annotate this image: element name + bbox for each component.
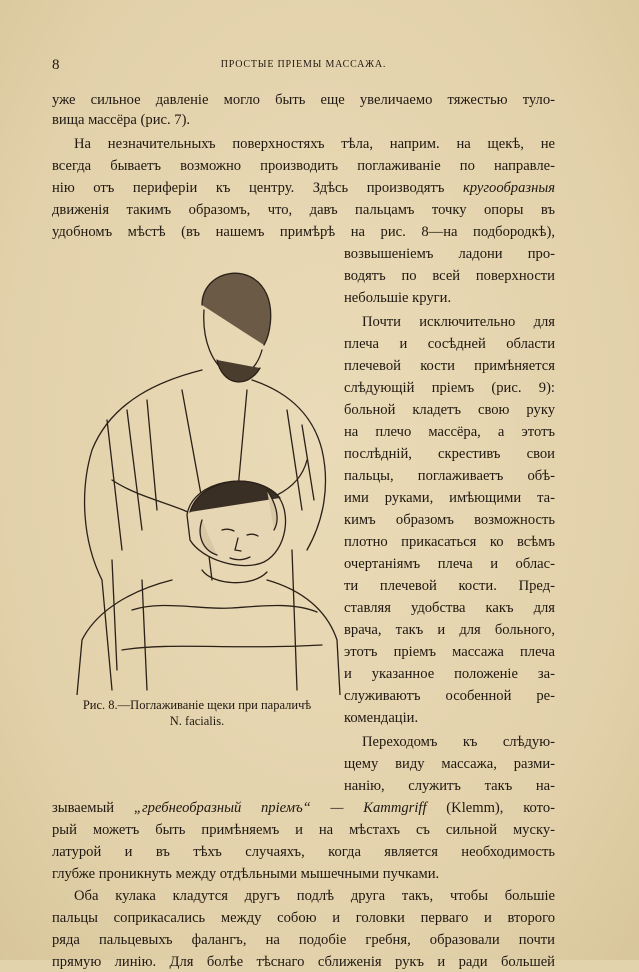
text-line: глубже проникнуть между отдѣльными мышечными пучками. xyxy=(52,866,440,882)
text-line: удобномъ мѣстѣ (въ нашемъ примѣрѣ на рис. 8—на подбородкѣ), xyxy=(52,224,555,240)
text-line: На незначительныхъ поверхностяхъ тѣла, наприм. на щекѣ, не xyxy=(74,136,555,152)
text-line: врача, такъ и для больного, xyxy=(344,622,555,638)
text-line: плечевой кости примѣняется xyxy=(344,358,555,374)
text-segment: зываемый xyxy=(52,800,115,816)
caption-line: Рис. 8.—Поглаживаніе щеки при параличѣ xyxy=(82,698,312,712)
figure-caption xyxy=(52,697,342,729)
text-line: кимъ образомъ возможность xyxy=(344,512,555,528)
caption-line: N. facialis. xyxy=(169,714,225,728)
text-line: небольшіе круги. xyxy=(344,290,452,306)
text-line: плотно прикасаться ко всѣмъ xyxy=(344,534,555,550)
text-line: пальцы соприкасались между собою и головки перваго и второго xyxy=(52,910,555,926)
text-line: вища массёра (рис. 7). xyxy=(52,112,191,128)
engraving-drawing xyxy=(52,250,342,695)
text-line: слѣдующій пріемъ (рис. 9): xyxy=(344,380,555,396)
text-line: пальцы, поглаживаетъ обѣ- xyxy=(344,468,555,484)
text-line: очертаніямъ плеча и облас- xyxy=(344,556,555,572)
text-line xyxy=(52,798,555,818)
text-line: латурой и въ тѣхъ случаяхъ, когда является необходимость xyxy=(52,844,555,860)
massage-illustration xyxy=(52,250,342,695)
text-line: уже сильное давленіе могло быть еще увеличаемо тяжестью туло- xyxy=(52,92,555,108)
text-line: этотъ пріемъ массажа плеча xyxy=(344,644,555,660)
page-header xyxy=(52,57,555,75)
text-line: прямую линію. Для болѣе тѣснаго сближенія рукъ и ради большей xyxy=(52,954,555,970)
text-segment: нію отъ периферіи къ центру. Здѣсь производятъ xyxy=(52,180,445,196)
text-line: ставляя удобства какъ для xyxy=(344,600,555,616)
italic-term: кругообразныя xyxy=(462,180,555,196)
text-line: ти плечевой кости. Пред- xyxy=(344,578,555,594)
text-line: водятъ по всей поверхности xyxy=(344,268,555,284)
text-line: Почти исключительно для xyxy=(362,314,555,330)
text-line: ими руками, имѣющими та- xyxy=(344,490,555,506)
text-line: больной кладетъ свою руку xyxy=(344,402,555,418)
text-line: рый можетъ быть примѣняемъ и на мѣстахъ съ сильной муску- xyxy=(52,822,555,838)
text-line: плеча и сосѣдней области xyxy=(344,336,555,352)
text-line: ряда пальцевыхъ фалангъ, на подобіе гребня, образовали почти xyxy=(52,932,555,948)
text-line: нанію, служитъ такъ на- xyxy=(344,778,555,794)
text-line: служиваютъ особенной ре- xyxy=(344,688,555,704)
text-line: Переходомъ къ слѣдую- xyxy=(362,734,555,750)
text-line: всегда бываетъ возможно производить поглаживаніе по направле- xyxy=(52,158,555,174)
page-number: 8 xyxy=(52,57,60,73)
text-line: и указанное положеніе за- xyxy=(344,666,555,682)
running-title: ПРОСТЫЕ ПРІЕМЫ МАССАЖА. xyxy=(220,59,387,70)
text-line: возвышеніемъ ладони про- xyxy=(344,246,555,262)
text-line xyxy=(52,178,555,198)
text-line: Оба кулака кладутся другъ подлѣ друга такъ, чтобы большіе xyxy=(74,888,555,904)
text-line: комендаціи. xyxy=(344,710,419,726)
text-line: щему виду массажа, разми- xyxy=(344,756,555,772)
text-line: на плечо массёра, а этотъ xyxy=(344,424,555,440)
text-line: послѣдній, скрестивъ свои xyxy=(344,446,555,462)
text-line: движенія такимъ образомъ, что, давъ пальцамъ точку опоры въ xyxy=(52,202,555,218)
italic-term: „гребнеобразный пріемъ“ — Kammgriff xyxy=(133,800,427,816)
text-segment: (Klemm), кото- xyxy=(446,800,555,816)
